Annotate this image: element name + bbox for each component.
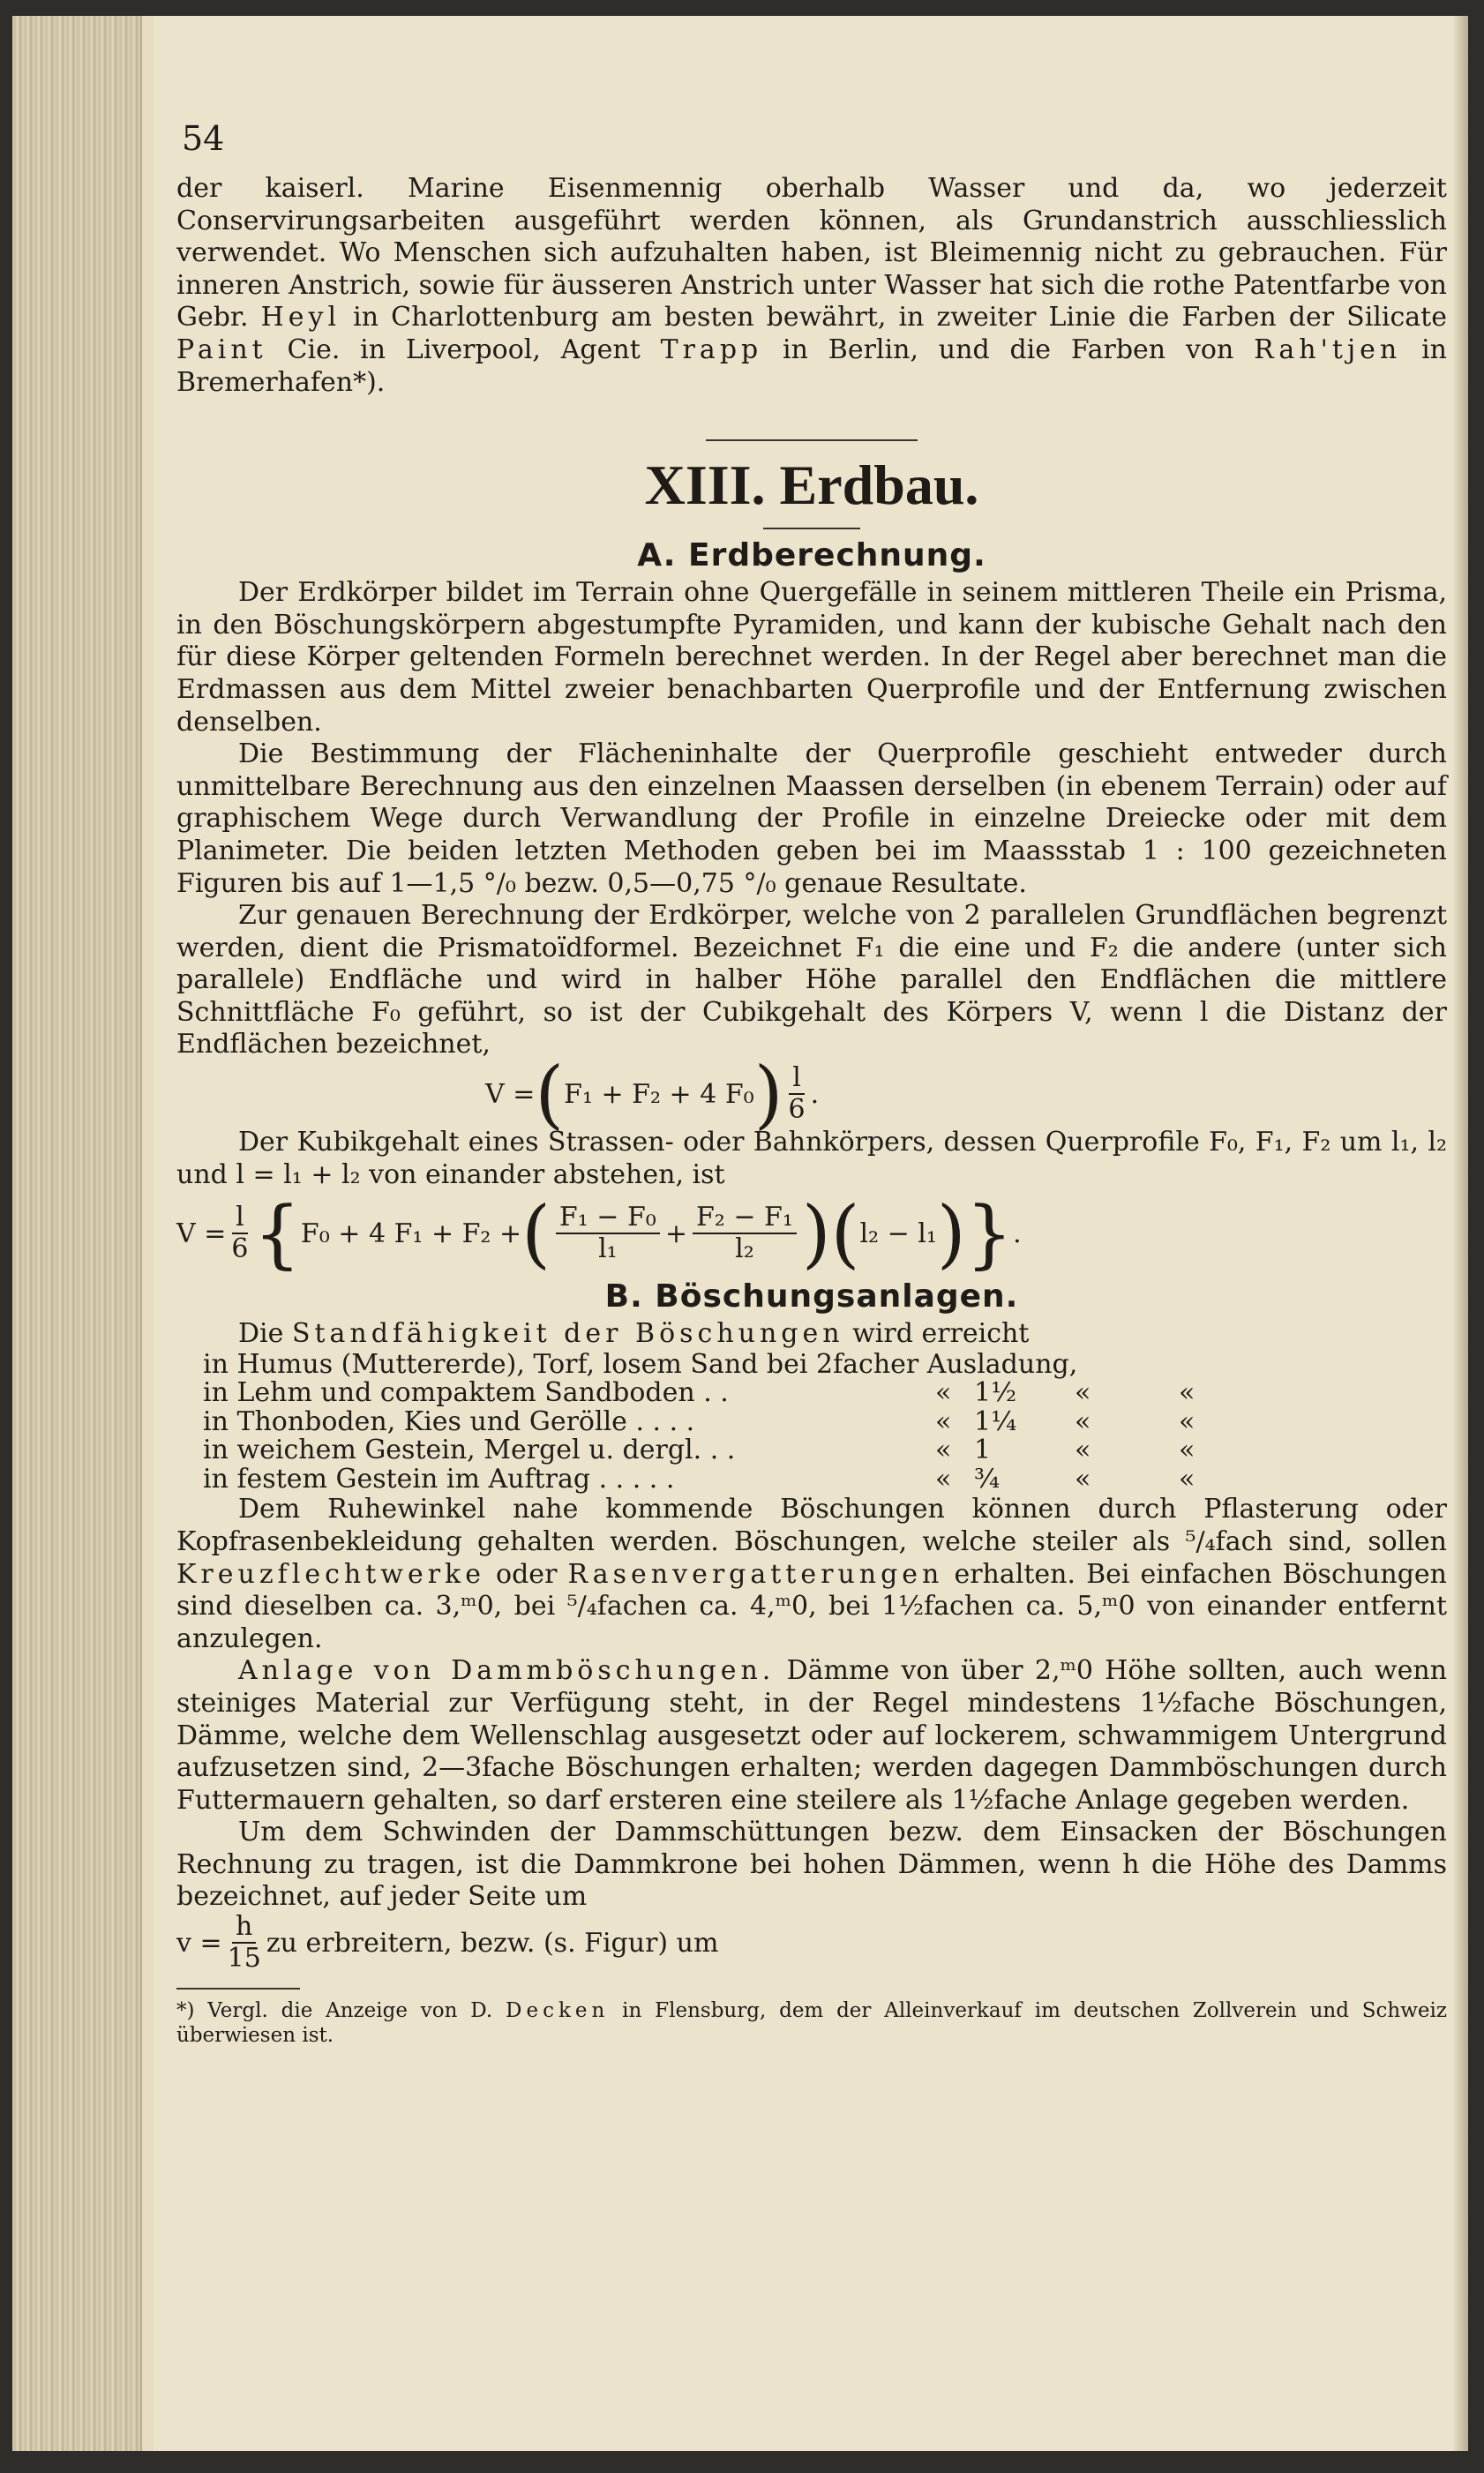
formula-prismatoid [485,1051,1447,1138]
formula-kubikgehalt [176,1191,1447,1276]
formula2-lhs: V = [176,1218,227,1249]
row-ditto-1: « [935,1463,952,1495]
formula2-fraction-a [556,1203,660,1264]
section-b-p1-post: erhalten. Bei einfachen Böschungen sind dieselben ca. 3,ᵐ0, bei ⁵/₄fachen ca. 4,ᵐ0, bei 1½fachen ca. 5,ᵐ0 von einander entfernt anzulegen. [176,1558,1448,1654]
page-edges [12,16,142,2451]
formula1-den: 6 [788,1094,806,1126]
chapter-title: XIII. Erdbau. [644,453,979,517]
name-rahtjen: Rah'tjen [1254,333,1402,365]
row-label: in Lehm und compaktem Sandboden . . [203,1377,729,1409]
row-value: 1½ [974,1377,1017,1409]
row-ditto-3: « [1179,1405,1195,1437]
row-ditto-1: « [935,1435,952,1466]
formula2-paren-close: ) [801,1190,831,1278]
table-row [203,1405,1447,1437]
formula1-paren-open: ( [535,1051,565,1138]
table-row [203,1465,1447,1495]
formula2-b-den: l₂ [735,1233,754,1265]
formula2-f-num: l [232,1203,248,1234]
row-ditto-2: « [1075,1377,1091,1409]
name-paint: Paint [176,333,267,365]
kreuzflechtwerke: Kreuzflechtwerke [176,1558,485,1590]
formula2-paren2-open: ( [830,1190,860,1278]
section-b-intro-post: wird erreicht [843,1318,1030,1350]
formula3-lhs: v = [176,1927,222,1959]
anlage-von-dammboeschungen: Anlage von Dammböschungen. [238,1655,776,1687]
section-b-p2-post: Dämme von über 2,ᵐ0 Höhe sollten, auch wenn steiniges Material zur Verfügung steht, in der Regel mindestens 1½fache Böschungen, Dämme, welche dem Wellenschlag ausgesetzt oder auf lockerem, schwammigem Untergrund aufzusetzen sind, 2—3fache Böschungen erhalten; werden dagegen Dammböschungen durch Futtermauern gehalten, so darf ersteren eine steilere als 1½fache Anlage gegeben werden. [176,1655,1448,1816]
formula2-end: . [1013,1218,1022,1249]
row-ditto-1: « [935,1405,952,1437]
formula2-a-num: F₁ − F₀ [556,1203,660,1234]
row-ditto-3: « [1179,1463,1195,1495]
formula2-terms: F₀ + 4 F₁ + F₂ + [300,1218,522,1249]
formula1-inner: F₁ + F₂ + 4 F₀ [564,1078,754,1110]
row-label: in weichem Gestein, Mergel u. dergl. . . [203,1435,736,1466]
row-label: in Humus (Muttererde), Torf, losem Sand bei 2facher Ausladung, [203,1348,1078,1380]
footnote-post: in Flensburg, dem der Alleinverkauf im deutschen Zollverein und Schweiz überwiesen ist. [176,1999,1447,2048]
formula2-paren2-close: ) [936,1190,966,1278]
formula2-fraction-sixth [231,1203,248,1264]
section-b-paragraph-2 [176,1655,1447,1817]
formula3-num: h [232,1912,256,1944]
formula3-fraction [228,1912,261,1974]
row-ditto-3: « [1179,1377,1195,1409]
formula2-f-den: 6 [231,1233,249,1265]
intro-text: der kaiserl. Marine Eisenmennig oberhalb Wasser und da, wo jederzeit Conservirungsarbeiten ausgeführt werden können, als Grundanstrich ausschliesslich verwendet. Wo Menschen sich aufzuhalten haben, ist Bleimennig nicht zu gebrauchen. Für inneren Anstrich, sowie für äusseren Anstrich unter Wasser hat sich die rothe Patentfarbe von Gebr. [176,173,1447,333]
section-b-p1-mid: oder [484,1558,568,1590]
row-value: ¾ [974,1463,1001,1495]
formula3-post: zu erbreitern, bezw. (s. Figur) um [266,1927,719,1959]
intro-text-4: in Berlin, und die Farben von [762,333,1255,365]
formula2-b-num: F₂ − F₁ [693,1203,797,1234]
formula2-brace-open: { [253,1190,301,1278]
row-ditto-2: « [1075,1435,1091,1466]
row-value: 1 [974,1435,992,1466]
footnote-name: Decken [506,1999,610,2023]
row-ditto-1: « [935,1377,952,1409]
section-a-paragraph-1: Der Erdkörper bildet im Terrain ohne Quergefälle in seinem mittleren Theile ein Prisma, in den Böschungskörpern abgestumpfte Pyramiden, und kann der kubische Gehalt nach den für diese Körper geltenden Formeln berechnet werden. In der Regel aber berechnet man die Erdmassen aus dem Mittel zweier benachbarten Querprofile und der Entfernung zwischen denselben. [176,577,1447,738]
table-row [203,1379,1447,1408]
section-b-paragraph-3: Um dem Schwinden der Dammschüttungen bezw. dem Einsacken der Böschungen Rechnung zu tragen, ist die Dammkrone bei hohen Dämmen, wenn h die Höhe des Damms bezeichnet, auf jeder Seite um [176,1817,1447,1913]
table-row [203,1436,1447,1465]
formula-widening [176,1911,1447,1975]
row-ditto-2: « [1075,1405,1091,1437]
row-ditto-3: « [1179,1435,1195,1466]
row-ditto-2: « [1075,1463,1091,1495]
section-a-paragraph-2: Die Bestimmung der Flächeninhalte der Querprofile geschieht entweder durch unmittelbare Berechnung aus den einzelnen Maassen derselben (in ebenem Terrain) oder auf graphischem Wege durch Verwandlung der Profile in einzelne Dreiecke oder mit dem Planimeter. Die beiden letzten Methoden geben bei im Maassstab 1 : 100 gezeichneten Figuren bis auf 1—1,5 °/₀ bezw. 0,5—0,75 °/₀ genaue Resultate. [176,738,1447,899]
formula2-paren-open: ( [521,1190,551,1278]
formula1-fraction [788,1063,805,1125]
formula1-paren-close: ) [753,1051,783,1138]
formula2-plus: + [664,1218,687,1249]
chapter-rule-bottom [763,528,860,529]
intro-text-2: in Charlottenburg am besten bewährt, in zweiter Linie die Farben der Silicate [341,302,1447,333]
formula1-end: . [810,1078,820,1110]
footnote-pre: *) Vergl. die Anzeige von D. [176,1999,506,2023]
table-row [203,1348,1447,1380]
intro-text-3: Cie. in Liverpool, Agent [266,333,661,365]
chapter-rule-top [706,439,918,441]
formula1-num: l [789,1063,805,1095]
row-label: in Thonboden, Kies und Gerölle . . . . [203,1405,695,1437]
section-a-title: A. Erdberechnung. [637,537,986,574]
footnote-rule [176,1988,300,1990]
row-value: 1¼ [974,1405,1017,1437]
formula2-fraction-b [693,1203,797,1264]
formula2-a-den: l₁ [598,1233,618,1265]
formula2-last: l₂ − l₁ [859,1218,937,1249]
section-b-intro-spaced: Standfähigkeit der Böschungen [291,1318,844,1350]
intro-paragraph [176,173,1447,399]
formula1-lhs: V = [485,1078,536,1110]
page-content [176,173,1447,2048]
section-a-paragraph-4: Der Kubikgehalt eines Strassen- oder Bahnkörpers, dessen Querprofile F₀, F₁, F₂ um l₁, l₂ und l = l₁ + l₂ von einander abstehen, ist [176,1127,1447,1190]
section-b-intro [176,1318,1447,1351]
name-heyl: Heyl [260,302,341,333]
section-b-title: B. Böschungsanlagen. [604,1278,1019,1315]
page-number: 54 [182,119,225,158]
section-b-p1-pre: Dem Ruhewinkel nahe kommende Böschungen können durch Pflasterung oder Kopfrasenbekleidung gehalten werden. Böschungen, welche steiler als ⁵/₄fach sind, sollen [176,1494,1447,1557]
row-label: in festem Gestein im Auftrag . . . . . [203,1463,675,1495]
footnote [176,1998,1447,2048]
rasenvergatterungen: Rasenvergatterungen [567,1558,944,1590]
intro-text-5: in Bremerhafen*). [176,333,1448,398]
section-a-paragraph-3: Zur genauen Berechnung der Erdkörper, welche von 2 parallelen Grundflächen begrenzt werden, dient die Prismatoïdformel. Bezeichnet F₁ die eine und F₂ die andere (unter sich parallele) Endfläche und wird in halber Höhe parallel den Endflächen die mittlere Schnittfläche F₀ geführt, so ist der Cubikgehalt des Körpers V, wenn l die Distanz der Endflächen bezeichnet, [176,900,1447,1060]
section-b-paragraph-1 [176,1494,1447,1655]
formula3-den: 15 [227,1943,261,1975]
section-b-intro-pre: Die [238,1318,292,1350]
slope-table [203,1348,1447,1495]
formula2-brace-close: } [965,1190,1014,1278]
name-trapp: Trapp [660,333,763,365]
